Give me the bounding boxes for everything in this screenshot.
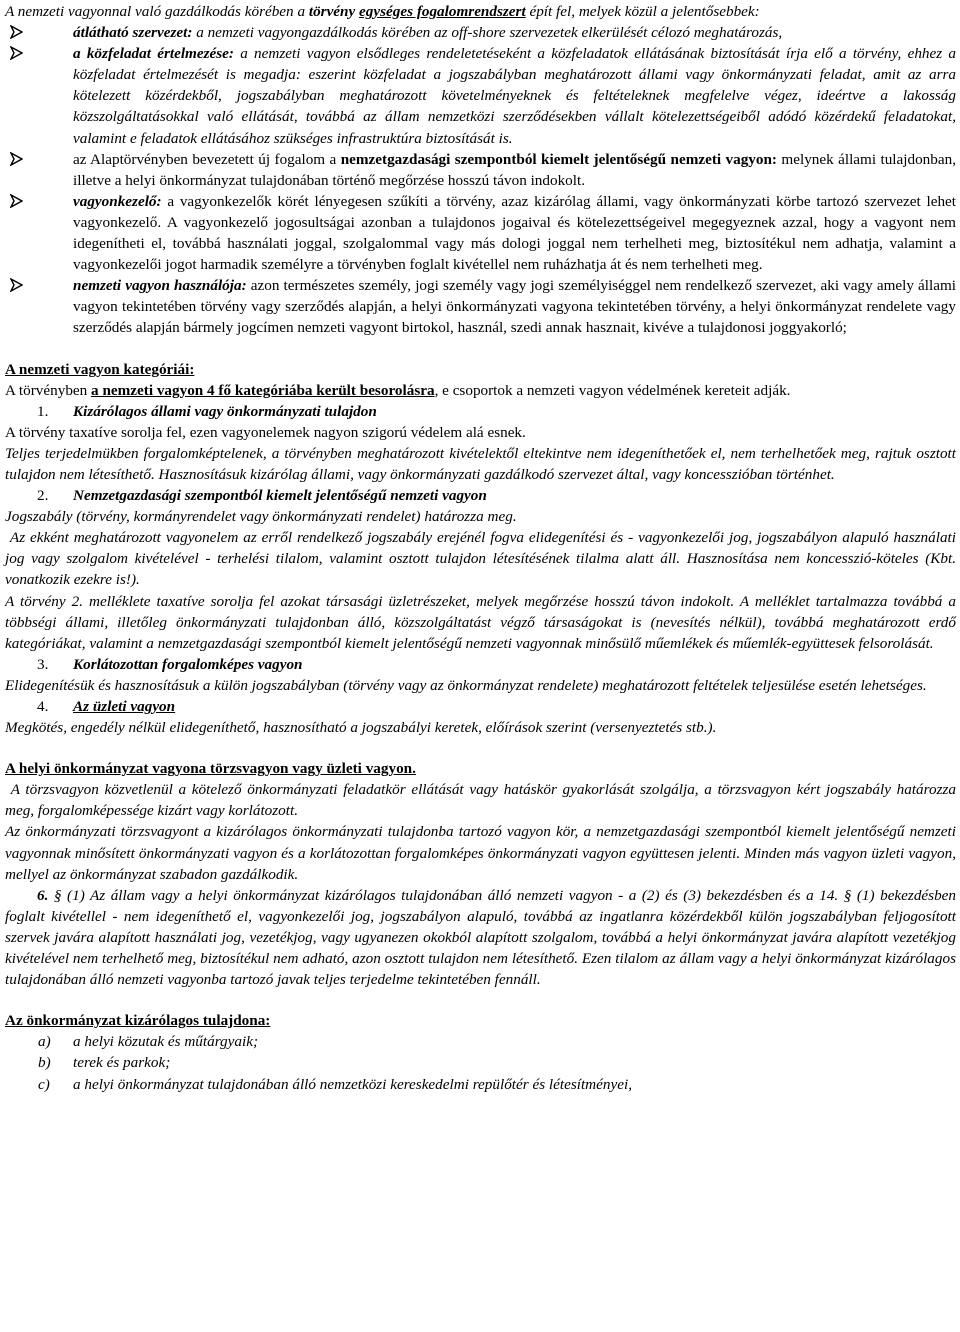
intro-text-end: épít fel, melyek közül a jelentősebbek: <box>525 3 760 20</box>
category-number: 3. <box>37 655 49 673</box>
arrowhead-bullet-icon <box>10 275 24 296</box>
category-heading <box>5 401 956 422</box>
definition-term: nemzetgazdasági szempontból kiemelt jelentőségű nemzeti vagyon: <box>340 150 777 168</box>
definition-text: a nemzeti vagyon elsődleges rendeletetéseként a közfeladatok ellátásának biztosítását írja elő a törvény, ehhez a közfeladat értelmezését is megadja: eszerint közfeladat a jogszabályban meghatározott állami vagy önkormányzati feladat, amit az arra kötelezett közérdekből, jogszabályban meghatározott követelményeknek és feltételeknek megfelelve végez, ideértve a lakosság közszolgáltatásokkal való ellátását, továbbá az állam nemzetközi szerződésekben vállalt kötelezettségeiből adódó közérdekű feladatokat, valamint e feladatok ellátásához szükséges infrastruktúra biztosítását is. <box>73 45 956 147</box>
definition-item <box>5 275 956 338</box>
definition-pre: az Alaptörvényben bevezetett új fogalom a <box>73 150 341 168</box>
definition-item <box>5 191 956 275</box>
lead-text-end: , e csoportok a nemzeti vagyon védelmének kereteit adják. <box>434 381 791 399</box>
definition-item <box>5 43 956 148</box>
section-number: 6. <box>37 886 49 904</box>
definition-term: vagyonkezelő: <box>73 192 162 210</box>
definition-text: azon természetes személy, jogi személy vagy jogi személyiséggel nem rendelkező szervezet, aki vagy amely állami vagyon tekintetében törvény vagy szerződés alapján, a helyi önkormányzati vagyona tekintetében törvény, a helyi önkormányzat rendelete vagy szerződés alapján bármely jogcímen nemzeti vagyont birtokol, használ, szedi annak hasznait, kivéve a tulajdonosi joggyakorló; <box>73 277 957 337</box>
list-item-text: terek és parkok; <box>73 1054 171 1072</box>
intro-bold: törvény <box>308 3 360 20</box>
category-heading <box>5 696 956 717</box>
definition-text: a vagyonkezelők körét lényegesen szűkíti a törvény, azaz kizárólag állami, vagy önkormányzati körbe tartozó szervezet lehet vagyonkezelő. A vagyonkezelő jogosultságai azonban a tulajdonos jogaival és kötelezettségeivel megegyeznek azzal, hogy a vagyont nem idegenítheti el, továbbá használati joggal, szolgalommal vagy más dologi joggal nem terhelheti meg, biztosítékul nem adhatja, valamint a vagyonkezelői jogot harmadik személyre a törvényben foglalt kivétellel nem ruházhatja át és nem terhelheti meg. <box>73 192 956 274</box>
category-heading <box>5 485 956 506</box>
intro-bold-underlined: egységes fogalomrendszert <box>359 3 526 20</box>
category-number: 1. <box>37 402 49 420</box>
definition-text: melynek állami tulajdonban, illetve a helyi önkormányzat tulajdonában történő megőrzése hosszú távon indokolt. <box>73 150 956 189</box>
category-paragraph: Jogszabály (törvény, kormányrendelet vagy önkormányzati rendelet) határozza meg. <box>5 508 517 526</box>
list-item-label: b) <box>38 1054 51 1072</box>
section-heading-categories: A nemzeti vagyon kategóriái: <box>5 360 195 378</box>
category-title: Korlátozottan forgalomképes vagyon <box>73 655 303 673</box>
core-assets-paragraph: A törzsvagyon közvetlenül a kötelező önkormányzati feladatkör ellátását vagy hatáskör gyakorlását szolgálja, a törzsvagyon kért jogszabály határozza meg, forgalomképessége kizárt vagy korlátozott. <box>5 781 960 820</box>
list-item <box>5 1031 956 1052</box>
category-paragraph: A törvény taxatíve sorolja fel, ezen vagyonelemek nagyon szigorú védelem alá esnek. <box>5 423 526 441</box>
list-item-label: a) <box>38 1033 51 1051</box>
lead-bold: a nemzeti vagyon 4 fő kategóriába került besorolásra <box>91 381 435 399</box>
category-paragraph: Teljes terjedelmükben forgalomképtelenek, a törvényben meghatározott kivételektől eltekintve nem idegeníthetőek el, nem terhelhetőek meg, rajtuk osztott tulajdon nem létesíthető. Hasznosításuk kizárólag állami, vagy önkormányzati gazdálkodó szervezet által, vagy koncesszióban történhet. <box>5 444 956 483</box>
exclusive-list <box>5 1031 956 1094</box>
intro-paragraph <box>5 1 956 22</box>
category-number: 4. <box>37 698 49 715</box>
list-item-label: c) <box>38 1075 50 1093</box>
categories-lead <box>5 380 956 401</box>
definition-term: átlátható szervezet: <box>73 24 193 42</box>
category-paragraph: Megkötés, engedély nélkül elidegeníthető, hasznosítható a jogszabályi keretek, előírások szerint (versenyeztetés stb.). <box>5 719 717 737</box>
lead-text: A törvényben <box>5 381 92 399</box>
definition-text: a nemzeti vagyongazdálkodás körében az off-shore szervezetek elkerülését célozó meghatározás, <box>192 24 783 42</box>
intro-text: A nemzeti vagyonnal való gazdálkodás körében a <box>5 3 309 20</box>
definition-term: a közfeladat értelmezése: <box>73 45 234 63</box>
category-paragraph: A törvény 2. melléklete taxatíve sorolja fel azokat társasági üzletrészeket, melyek megőrzése hosszú távon indokolt. A melléklet tartalmazza továbbá a többségi állami, illetőleg önkormányzati tulajdonban álló, közszolgáltatást végző társaságokat is (nevesítés nélkül), továbbá meghatározott erdő kategóriákat, valamint a nemzetgazdasági szempontból kiemelt jelentőségű nemzeti vagyonnak minősülő műemlékek és műemlék-együttesek felsorolását. <box>5 592 956 652</box>
section-6-paragraph <box>5 885 956 990</box>
list-item-text: a helyi önkormányzat tulajdonában álló nemzetközi kereskedelmi repülőtér és létesítményei, <box>73 1075 632 1093</box>
section-heading-exclusive: Az önkormányzat kizárólagos tulajdona: <box>5 1012 271 1030</box>
arrowhead-bullet-icon <box>10 191 24 212</box>
category-number: 2. <box>37 487 49 505</box>
section-6-text: § (1) Az állam vagy a helyi önkormányzat kizárólagos tulajdonában álló nemzeti vagyon - a (2) és (3) bekezdésben és a 14. § (1) bekezdésben foglalt kivétellel - nem idegeníthető el, vagyonkezelői jog, jogszabályon alapuló, továbbá az ingatlanra közérdekből külön jogszabályban feljogosított szervek javára alapított használati jog, vezetékjog, vagy ugyanezen okokból alapított szolgalom, továbbá a helyi önkormányzat javára alapított vezetékjog kivételével nem terhelhető meg, biztosítékul nem adható, azon osztott tulajdon nem létesíthető. Ezen tilalom az állam vagy a helyi önkormányzat kizárólagos tulajdonában álló nemzeti vagyonba tartozó javak teljes terjedelme tekintetében fennáll. <box>5 886 956 989</box>
definition-term: nemzeti vagyon használója: <box>73 277 247 295</box>
category-paragraph: Elidegenítésük és hasznosításuk a külön jogszabályban (törvény vagy az önkormányzat rendelete) meghatározott feltételek teljesülése esetén lehetséges. <box>5 676 927 694</box>
arrowhead-bullet-icon <box>10 149 24 170</box>
list-item <box>5 1052 956 1073</box>
definition-list <box>5 22 956 338</box>
core-assets-paragraph: Az önkormányzati törzsvagyont a kizárólagos önkormányzati tulajdonba tartozó vagyon kör, a nemzetgazdasági szempontból kiemelt jelentőségű nemzeti vagyonnak minősített önkormányzati vagyon és a korlátozottan forgalomképes önkormányzati vagyon együttesen jelenti. Minden más vagyon üzleti vagyon, mellyel az önkormányzat szabadon gazdálkodik. <box>5 823 956 883</box>
arrowhead-bullet-icon <box>10 22 24 43</box>
definition-item <box>5 22 956 43</box>
list-item-text: a helyi közutak és műtárgyaik; <box>73 1033 259 1051</box>
category-title: Kizárólagos állami vagy önkormányzati tulajdon <box>73 402 377 420</box>
category-heading <box>5 654 956 675</box>
category-paragraph: Az ekként meghatározott vagyonelem az erről rendelkező jogszabály erejénél fogva elidegenítési és - vagyonkezelői jog, jogszabályon alapuló használati jog vagy szolgalom kivételével - terhelési tilalom, valamint osztott tulajdon létesítésének tilalma alatt áll. Hasznosítása nem koncesszió-köteles (Kbt. vonatkozik ezekre is!). <box>5 529 960 589</box>
list-item <box>5 1074 956 1095</box>
arrowhead-bullet-icon <box>10 43 24 64</box>
definition-item <box>5 149 956 191</box>
section-heading-core-assets: A helyi önkormányzat vagyona törzsvagyon vagy üzleti vagyon. <box>5 760 416 778</box>
category-title: Az üzleti vagyon <box>73 698 176 715</box>
category-title: Nemzetgazdasági szempontból kiemelt jelentőségű nemzeti vagyon <box>73 487 487 505</box>
